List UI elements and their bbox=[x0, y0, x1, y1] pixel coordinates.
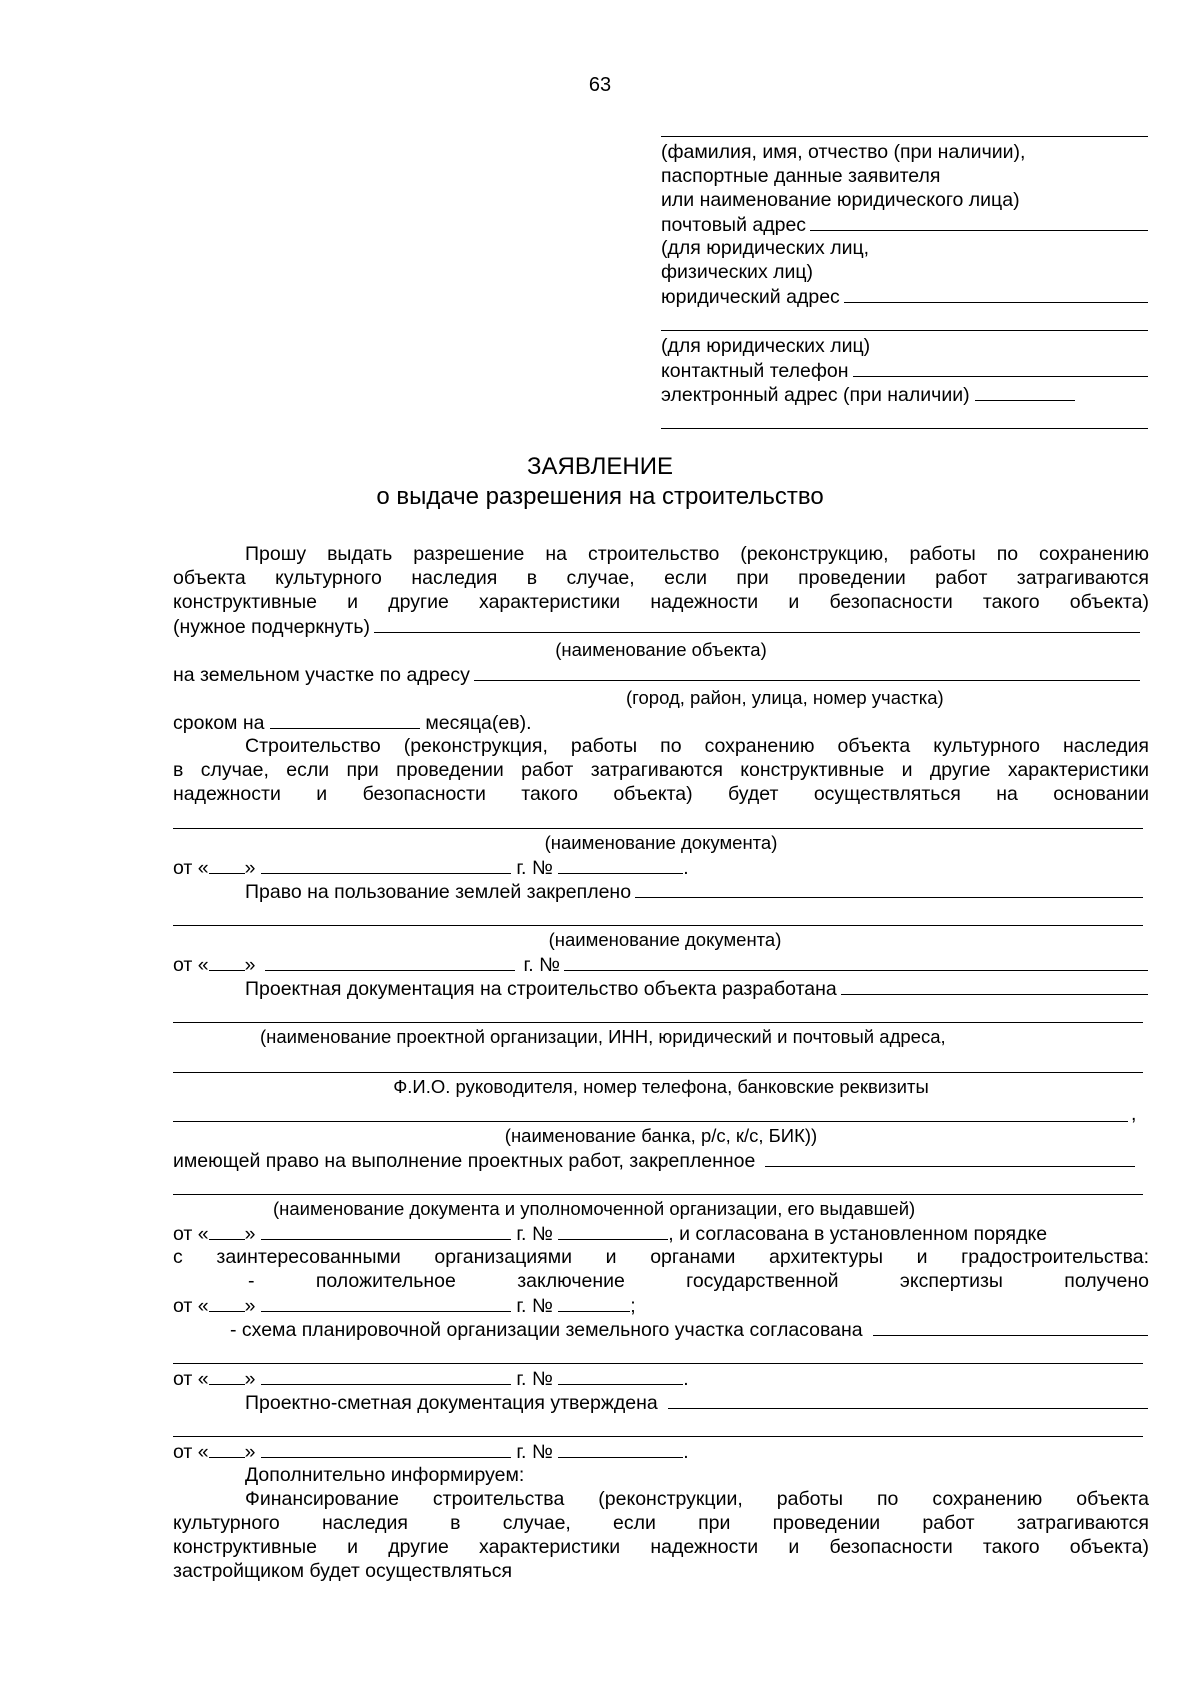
scheme-field[interactable] bbox=[873, 1317, 1148, 1336]
passport-note: паспортные данные заявителя bbox=[661, 165, 941, 187]
estimate-field[interactable] bbox=[668, 1390, 1148, 1409]
fio-note: (фамилия, имя, отчество (при наличии), bbox=[661, 141, 1026, 163]
postal-address-label: почтовый адрес bbox=[661, 214, 807, 236]
estimate-label: Проектно-сметная документация утверждена bbox=[245, 1392, 658, 1414]
from-label: от « bbox=[173, 857, 209, 879]
legal-address-field[interactable] bbox=[844, 284, 1148, 303]
doc-name-note-2: (наименование документа) bbox=[548, 929, 782, 950]
head-note: Ф.И.О. руководителя, номер телефона, банковские реквизиты bbox=[393, 1076, 929, 1097]
p2-line-3: надежности и безопасности такого объекта) будет осуществляться на основании bbox=[173, 783, 1149, 805]
bank-note: (наименование банка, р/с, к/с, БИК)) bbox=[504, 1125, 818, 1146]
having-right-row bbox=[173, 1148, 1135, 1172]
doc-org-note: (наименование документа и уполномоченной организации, его выдавшей) bbox=[273, 1198, 916, 1219]
p2-line-1: Строительство (реконструкция, работы по сохранению объекта культурного наследия bbox=[245, 735, 1149, 757]
expertise-number-field[interactable] bbox=[558, 1293, 630, 1312]
land-day-field[interactable] bbox=[209, 952, 245, 971]
land-number-field[interactable] bbox=[564, 952, 1148, 971]
contact-phone-label: контактный телефон bbox=[661, 360, 849, 382]
year-no-label: г. № bbox=[516, 1223, 553, 1245]
email-line-2 bbox=[661, 428, 1148, 429]
land-right-row bbox=[245, 879, 1143, 903]
expertise-month-field[interactable] bbox=[261, 1293, 511, 1312]
year-no-label: г. № bbox=[523, 954, 560, 976]
legal-address-label: юридический адрес bbox=[661, 286, 840, 308]
financing-line-2: культурного наследия в случае, если при проведении работ затрагиваются bbox=[173, 1512, 1149, 1534]
expertise-line: - положительное заключение государственной экспертизы получено bbox=[248, 1270, 1149, 1292]
from-close: » bbox=[244, 1223, 256, 1245]
expertise-day-field[interactable] bbox=[209, 1293, 245, 1312]
estimate-month-field[interactable] bbox=[261, 1439, 511, 1458]
bank-line bbox=[173, 1121, 1128, 1122]
land-right-field[interactable] bbox=[635, 879, 1143, 898]
scheme-month-field[interactable] bbox=[261, 1366, 511, 1385]
project-docs-label: Проектная документация на строительство объекта разработана bbox=[245, 978, 837, 1000]
scheme-label: - схема планировочной организации земельного участка согласована bbox=[230, 1319, 863, 1341]
additionally-line: Дополнительно информируем: bbox=[245, 1464, 525, 1486]
postal-address-row bbox=[661, 212, 1148, 236]
expertise-date-row bbox=[173, 1293, 636, 1317]
doc-name-note-1: (наименование документа) bbox=[544, 832, 778, 853]
applicant-name-line bbox=[661, 136, 1148, 137]
agreed-number-field[interactable] bbox=[558, 1221, 668, 1240]
from-label: от « bbox=[173, 1223, 209, 1245]
agreed-month-field[interactable] bbox=[261, 1221, 511, 1240]
basis-day-field[interactable] bbox=[209, 855, 245, 874]
basis-date-row bbox=[173, 855, 689, 879]
from-close: » bbox=[244, 1368, 256, 1390]
object-name-row bbox=[173, 614, 1140, 638]
land-address-label: на земельном участке по адресу bbox=[173, 664, 470, 686]
from-label: от « bbox=[173, 954, 209, 976]
land-right-line-2 bbox=[173, 925, 1143, 926]
scheme-date-row bbox=[173, 1366, 689, 1390]
project-org-note: (наименование проектной организации, ИНН, юридический и почтовый адреса, bbox=[260, 1026, 946, 1047]
land-address-row bbox=[173, 662, 1140, 686]
page-number: 63 bbox=[588, 74, 612, 96]
dot: . bbox=[683, 857, 689, 879]
p1-line-2: объекта культурного наследия в случае, если при проведении работ затрагиваются bbox=[173, 567, 1149, 589]
legal-address-row bbox=[661, 284, 1148, 308]
basis-number-field[interactable] bbox=[558, 855, 683, 874]
land-date-row bbox=[173, 952, 1148, 976]
document-subtitle: о выдаче разрешения на строительство bbox=[376, 483, 824, 510]
p1-line-3: конструктивные и другие характеристики надежности и безопасности такого объекта) bbox=[173, 591, 1149, 613]
having-right-label: имеющей право на выполнение проектных работ, закрепленное bbox=[173, 1150, 756, 1172]
financing-line-1: Финансирование строительства (реконструкции, работы по сохранению объекта bbox=[245, 1488, 1149, 1510]
scheme-day-field[interactable] bbox=[209, 1366, 245, 1385]
from-close: » bbox=[244, 1295, 256, 1317]
basis-month-field[interactable] bbox=[261, 855, 511, 874]
document-title: ЗАЯВЛЕНИЕ bbox=[527, 453, 673, 480]
p1-line-1: Прошу выдать разрешение на строительство (реконструкцию, работы по сохранению bbox=[245, 543, 1149, 565]
term-prefix: сроком на bbox=[173, 712, 265, 734]
land-right-label: Право на пользование землей закреплено bbox=[245, 881, 632, 903]
project-docs-row bbox=[245, 976, 1148, 1000]
underline-note: (нужное подчеркнуть) bbox=[173, 616, 370, 638]
estimate-line-2 bbox=[173, 1436, 1143, 1437]
email-row bbox=[661, 382, 1075, 406]
dot: . bbox=[683, 1441, 689, 1463]
physical-note: физических лиц) bbox=[661, 261, 814, 283]
from-close: » bbox=[244, 954, 256, 976]
year-no-label: г. № bbox=[516, 1441, 553, 1463]
p2-line-2: в случае, если при проведении работ затрагиваются конструктивные и другие характеристики bbox=[173, 759, 1149, 781]
term-row bbox=[173, 710, 532, 734]
dot: . bbox=[683, 1368, 689, 1390]
year-no-label: г. № bbox=[516, 857, 553, 879]
year-no-label: г. № bbox=[516, 1295, 553, 1317]
scheme-number-field[interactable] bbox=[558, 1366, 683, 1385]
city-note: (город, район, улица, номер участка) bbox=[626, 687, 944, 708]
land-address-field[interactable] bbox=[474, 662, 1140, 681]
agreed-suffix: , и согласована в установленном порядке bbox=[668, 1223, 1048, 1245]
legal-address-line-2 bbox=[661, 330, 1148, 331]
legal-entity-note: или наименование юридического лица) bbox=[661, 189, 1020, 211]
for-legal-and-note: (для юридических лиц, bbox=[661, 237, 870, 259]
agreed-day-field[interactable] bbox=[209, 1221, 245, 1240]
estimate-date-row bbox=[173, 1439, 689, 1463]
for-legal-note: (для юридических лиц) bbox=[661, 335, 871, 357]
financing-line-4: застройщиком будет осуществляться bbox=[173, 1560, 513, 1582]
having-right-line-2 bbox=[173, 1194, 1143, 1195]
financing-line-3: конструктивные и другие характеристики надежности и безопасности такого объекта) bbox=[173, 1536, 1149, 1558]
scheme-line-2 bbox=[173, 1363, 1143, 1364]
term-suffix: месяца(ев). bbox=[425, 712, 532, 734]
from-close: » bbox=[244, 857, 256, 879]
contact-phone-field[interactable] bbox=[853, 358, 1149, 377]
estimate-day-field[interactable] bbox=[209, 1439, 245, 1458]
object-name-note: (наименование объекта) bbox=[555, 639, 767, 660]
from-label: от « bbox=[173, 1295, 209, 1317]
having-right-field[interactable] bbox=[765, 1148, 1135, 1167]
term-field[interactable] bbox=[270, 710, 420, 729]
postal-address-field[interactable] bbox=[810, 212, 1148, 231]
land-month-field[interactable] bbox=[265, 952, 515, 971]
estimate-number-field[interactable] bbox=[558, 1439, 683, 1458]
project-org-line-2 bbox=[173, 1072, 1143, 1073]
email-field[interactable] bbox=[975, 382, 1075, 401]
semicolon: ; bbox=[630, 1295, 636, 1317]
year-no-label: г. № bbox=[516, 1368, 553, 1390]
agreed-row bbox=[173, 1221, 1149, 1245]
project-docs-field[interactable] bbox=[841, 976, 1148, 995]
from-close: » bbox=[244, 1441, 256, 1463]
with-orgs-line: с заинтересованными организациями и органами архитектуры и градостроительства: bbox=[173, 1246, 1149, 1268]
basis-doc-line bbox=[173, 828, 1143, 829]
project-org-line bbox=[173, 1022, 1143, 1023]
object-name-field[interactable] bbox=[374, 614, 1140, 633]
contact-phone-row bbox=[661, 358, 1148, 382]
from-label: от « bbox=[173, 1368, 209, 1390]
bank-comma: , bbox=[1131, 1103, 1137, 1125]
estimate-row bbox=[245, 1390, 1148, 1414]
scheme-row bbox=[230, 1317, 1148, 1341]
email-label: электронный адрес (при наличии) bbox=[661, 384, 970, 406]
from-label: от « bbox=[173, 1441, 209, 1463]
